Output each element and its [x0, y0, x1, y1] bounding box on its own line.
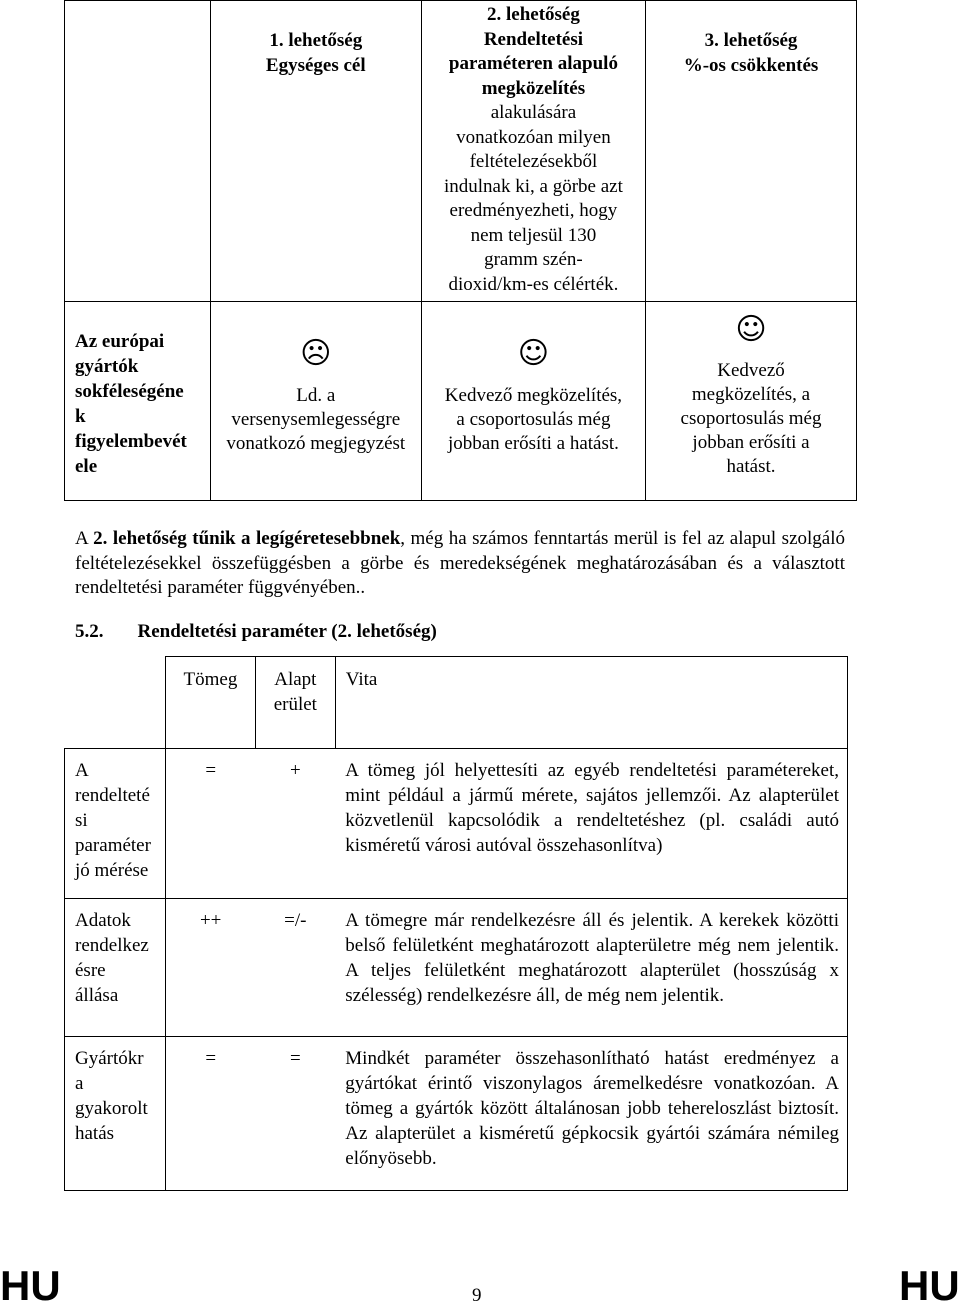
debate-text: Mindkét paraméter összehasonlítható hatást eredményez a gyártókat érintő viszonylagos áremelkedésre vonatkozóan. A tömeg a gyártók között általánosan jobb tehereloszlást biztosít. Az alapterület a kisméretű gépkocsik gyártói számára némileg előnyösebb.: [335, 1037, 847, 1191]
header-mass: Tömeg: [165, 657, 255, 749]
area-rating: =/-: [255, 899, 335, 1037]
footer-language-left: HU: [0, 1262, 61, 1309]
comparison-table: [64, 0, 857, 501]
diversity-row: [65, 302, 857, 501]
page-number: 9: [472, 1285, 482, 1306]
debate-text: A tömegre már rendelkezésre áll és jelentik. A kerekek közötti belső felületként meghatározott alapterületre még nem jelentik. A teljes felületként meghatározott alapterület (hosszúság x szélesség) rendelkezésre áll, de még nem jelentik.: [335, 899, 847, 1037]
header-option-2: 2. lehetőség Rendeltetési paraméteren alapuló megközelítés alakulására vonatkozóan milyen feltételezésekből indulnak ki, a görbe azt eredményezheti, hogy nem teljesül 130 gramm szén- dioxid/km-es célérték.: [421, 1, 645, 302]
header-option-1: 1. lehetőség Egységes cél: [210, 1, 421, 302]
mass-rating: =: [165, 749, 255, 899]
table-row: [65, 1037, 848, 1191]
option-2-assessment: ☺ Kedvező megközelítés, a csoportosulás még jobban erősíti a hatást.: [421, 302, 645, 501]
area-rating: =: [255, 1037, 335, 1191]
smiling-face-icon: ☺: [735, 312, 767, 347]
row-label-cell: Az európai gyártók sokféleségéne k figyelembevét ele: [65, 302, 211, 501]
conclusion-paragraph: A 2. lehetőség tűnik a legígéretesebbnek, még ha számos fenntartás merül is fel az alapul szolgáló feltételezésekkel összefüggésben a görbe és meredekségének meghatározásában és a választott rendeltetési paraméter függvényében..: [75, 528, 845, 598]
header-blank: [65, 657, 166, 749]
section-heading: 5.2. Rendeltetési paraméter (2. lehetőség): [75, 621, 437, 642]
option-3-assessment: ☺ Kedvező megközelítés, a csoportosulás még jobban erősíti a hatást.: [646, 302, 857, 501]
smiling-face-icon: ☺: [517, 336, 550, 371]
header-empty-cell: [65, 1, 211, 302]
mass-rating: =: [165, 1037, 255, 1191]
header-option-3: 3. lehetőség %-os csökkentés: [646, 1, 857, 302]
mass-rating: ++: [165, 899, 255, 1037]
row-label-measure: A rendelteté si paraméter jó mérése: [65, 749, 166, 899]
table-row: [65, 749, 848, 899]
debate-text: A tömeg jól helyettesíti az egyéb rendeltetési paramétereket, mint például a jármű mérete, sajátos jellemzői. Az alapterület közvetlenül kapcsolódik a rendeltetéshez (pl. családi autó kisméretű városi autóval összehasonlítva): [335, 749, 847, 899]
row-label-impact: Gyártókr a gyakorolt hatás: [65, 1037, 166, 1191]
header-row: [65, 1, 857, 302]
area-rating: +: [255, 749, 335, 899]
frowning-face-icon: ☹: [300, 336, 332, 371]
footer-language-right: HU: [899, 1262, 960, 1309]
parameter-table: [64, 656, 848, 1191]
row-label-data: Adatok rendelkez ésre állása: [65, 899, 166, 1037]
header-area: Alapt erület: [255, 657, 335, 749]
parameter-header-row: [65, 657, 848, 749]
option-1-assessment: ☹ Ld. a versenysemlegességre vonatkozó megjegyzést: [210, 302, 421, 501]
header-debate: Vita: [335, 657, 847, 749]
table-row: [65, 899, 848, 1037]
